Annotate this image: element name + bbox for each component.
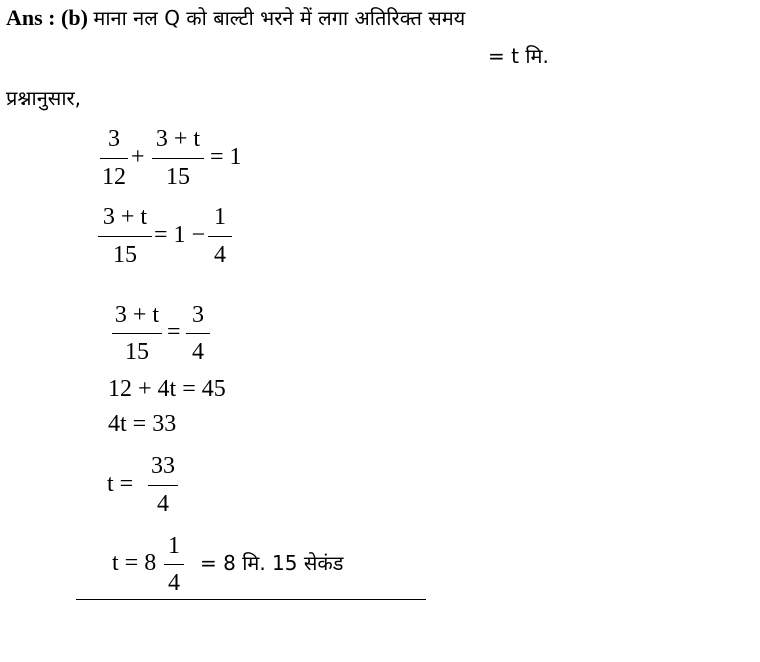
fraction-bar — [152, 158, 204, 159]
intro-text: प्रश्नानुसार, — [6, 86, 82, 110]
fraction-denominator: 15 — [125, 339, 149, 365]
fraction-denominator: 4 — [214, 242, 226, 268]
step-5: 4t = 33 — [108, 411, 177, 437]
fraction-denominator: 4 — [157, 491, 169, 517]
fraction-numerator: 3 + t — [102, 204, 148, 230]
fraction-bar — [98, 236, 152, 237]
equation-rhs: = 1 — [210, 144, 242, 170]
fraction-numerator: 3 + t — [114, 302, 160, 328]
fraction-bar — [208, 236, 232, 237]
assumption: = t मि. — [488, 44, 549, 68]
answer-line — [6, 4, 465, 32]
fraction-bar — [148, 485, 178, 486]
fraction-numerator: 3 — [192, 302, 204, 328]
fraction-numerator: 1 — [168, 533, 180, 559]
fraction-bar — [186, 333, 210, 334]
fraction-denominator: 12 — [102, 164, 126, 190]
equals-sign: = — [167, 319, 181, 345]
answer-prefix: Ans : — [6, 5, 56, 30]
fraction-bar — [112, 333, 162, 334]
fraction-bar — [100, 158, 128, 159]
fraction-bar — [164, 564, 184, 565]
fraction-denominator: 4 — [168, 570, 180, 596]
fraction-denominator: 4 — [192, 339, 204, 365]
plus-operator: + — [131, 144, 145, 170]
answer-statement: माना नल Q को बाल्टी भरने में लगा अतिरिक्त समय — [93, 6, 466, 30]
fraction-numerator: 3 + t — [155, 126, 201, 152]
equation-middle: = 1 − — [154, 222, 206, 248]
fraction-numerator: 3 — [108, 126, 120, 152]
answer-option: (b) — [61, 5, 88, 30]
fraction-denominator: 15 — [113, 242, 137, 268]
equation-lhs: t = — [107, 471, 134, 497]
bottom-divider — [76, 599, 426, 600]
fraction-numerator: 33 — [151, 453, 175, 479]
equation-lhs: t = 8 — [112, 550, 157, 576]
fraction-denominator: 15 — [166, 164, 190, 190]
step-4: 12 + 4t = 45 — [108, 376, 226, 402]
fraction-numerator: 1 — [214, 204, 226, 230]
equation-rhs: = 8 मि. 15 सेकंड — [200, 551, 344, 575]
